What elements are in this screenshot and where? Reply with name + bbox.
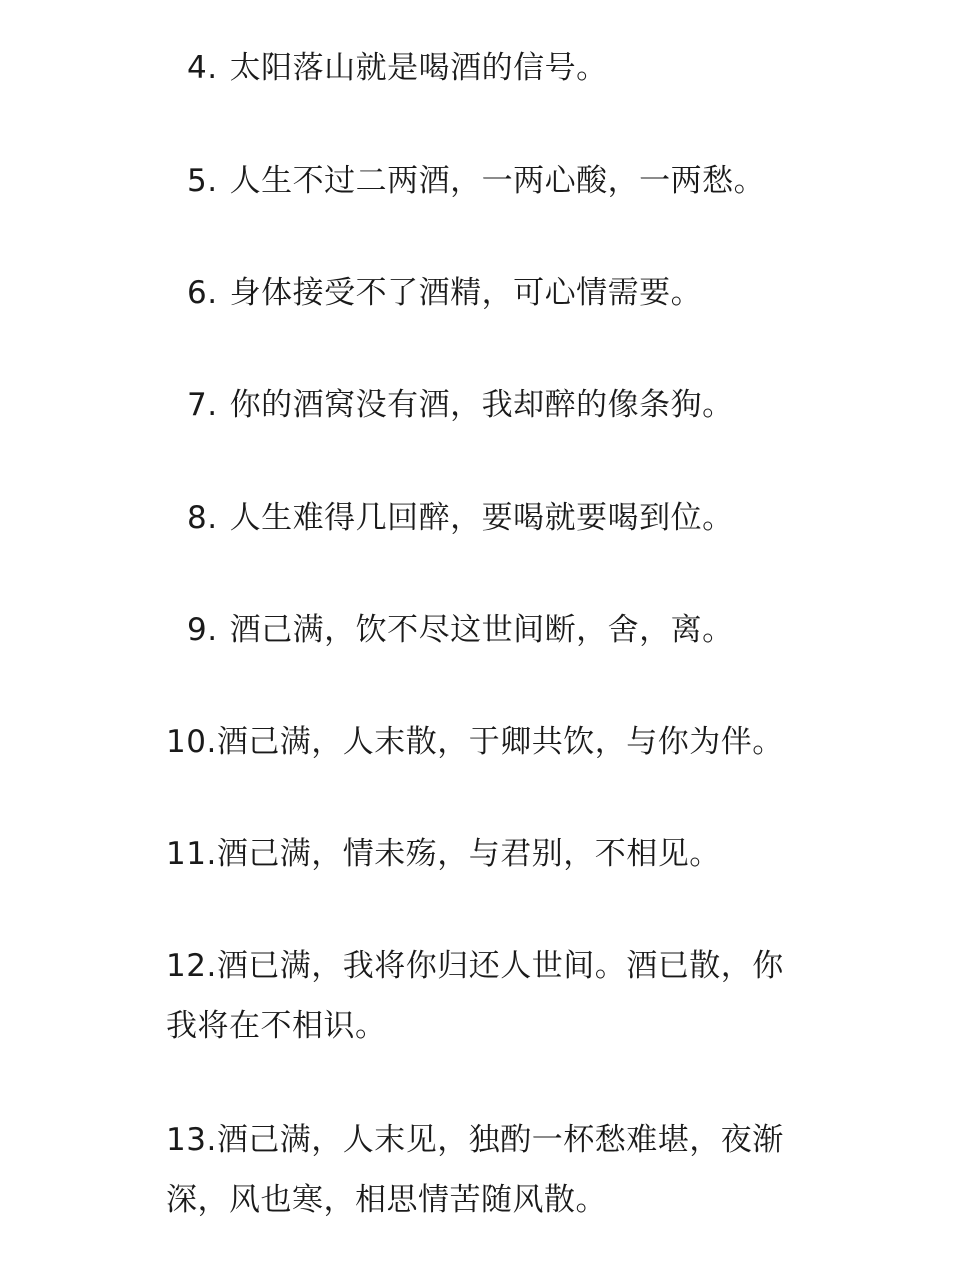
list-item [187, 385, 734, 425]
item-text: 人生不过二两酒，一两心酸，一两愁。 [229, 163, 766, 199]
list-item [166, 946, 784, 986]
item-text: 酒己满，情未殇，与君别，不相见。 [216, 836, 721, 872]
item-text: 酒已满，我将你归还人世间。酒已散，你 [216, 948, 784, 984]
item-text: 你的酒窝没有酒，我却醉的像条狗。 [229, 387, 734, 423]
item-text: 身体接受不了酒精，可心情需要。 [229, 275, 703, 311]
item-number: 7. [187, 387, 218, 423]
item-text: 酒己满，饮不尽这世间断，舍，离。 [229, 612, 734, 648]
item-number: 9. [187, 612, 218, 648]
item-number: 10. [166, 724, 217, 760]
item-number: 4. [187, 50, 218, 86]
item-text: 人生难得几回醉，要喝就要喝到位。 [229, 500, 734, 536]
list-item [187, 161, 765, 201]
item-text: 太阳落山就是喝酒的信号。 [229, 50, 608, 86]
list-item [187, 48, 608, 88]
item-text-continued: 深，风也寒，相思情苦随风散。 [166, 1182, 607, 1218]
list-item-continuation [166, 1180, 607, 1220]
list-item [187, 273, 702, 313]
list-item [166, 1120, 784, 1160]
list-item [187, 610, 734, 650]
item-text: 酒己满，人末散，于卿共饮，与你为伴。 [216, 724, 784, 760]
item-number: 13. [166, 1122, 217, 1158]
list-item-continuation [166, 1006, 387, 1046]
item-text: 酒己满，人末见，独酌一杯愁难堪，夜渐 [216, 1122, 784, 1158]
item-number: 12. [166, 948, 217, 984]
list-item [187, 498, 734, 538]
item-number: 11. [166, 836, 217, 872]
list-item [166, 834, 721, 874]
item-text-continued: 我将在不相识。 [166, 1008, 387, 1044]
item-number: 6. [187, 275, 218, 311]
list-item [166, 722, 784, 762]
item-number: 5. [187, 163, 218, 199]
item-number: 8. [187, 500, 218, 536]
